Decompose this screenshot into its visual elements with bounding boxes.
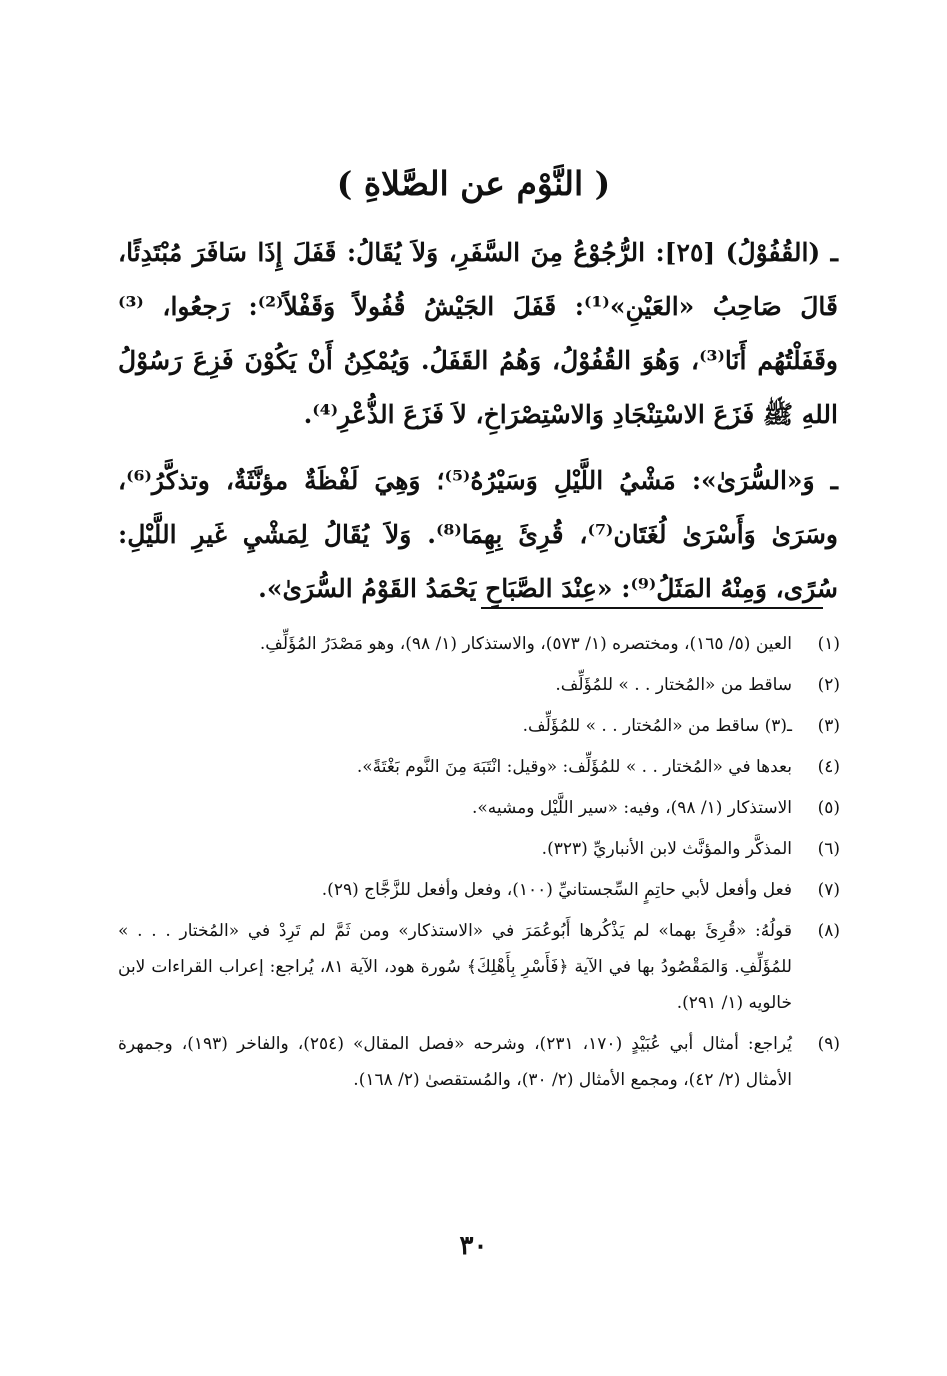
footnote-text: ـ(٣) ساقط من «المُختار . . » للمُؤَلِّف. (522, 716, 792, 736)
page-number: ٣٠ (459, 1231, 488, 1261)
footnote-item (118, 831, 840, 867)
footnote-number: (٥) (817, 798, 840, 818)
footnote-number: (٤) (817, 757, 840, 777)
footnote-number: (٢) (817, 675, 840, 695)
footnotes (118, 626, 840, 1103)
footnote-text: بعدها في «المُختار . . » للمُؤَلِّف: «وقيل: انْتَبَهَ مِنَ النَّوم بَغْتَةً». (356, 757, 792, 777)
footnote-text: العين (٥/ ١٦٥)، ومختصره (١/ ٥٧٣)، والاستذكار (١/ ٩٨)، وهو مَصْدَرُ المُؤَلِّفِ. (259, 634, 792, 654)
footnote-item (118, 626, 840, 662)
main-paragraph: ـ (القُفُوْلُ) [٢٥]: الرُّجُوْعُ مِنَ السَّفَرِ، وَلاَ يُقَالُ: قَفَلَ إِذَا سَافَرَ مُبْتَدِئًا، قَالَ صَاحِبُ «العَيْنِ»⁽¹⁾: قَفَلَ الجَيْشُ قُفُولاً وَقَفْلاً⁽²⁾: رَجعُوا، ⁽³⁾وقَفَلْتُهُم أَنَا⁽³⁾، وَهُوَ القُفُوْلُ، وَهُمُ القَفَلُ. وَيُمْكِنُ أَنْ يَكُوْنَ فَزِعَ رَسُوْلُ اللهِ ﷺ فَزَعَ الاسْتِنْجَادِ وَالاسْتِصْرَاخِ، لاَ فَزَعَ الذُّعْرِ⁽⁴⁾. (118, 238, 838, 429)
footnote-text: قولُهُ: «قُرِئَ بهما» لم يَذْكُرها أَبُوعُمَرَ في «الاستذكار» ومن ثَمَّ لم تَرِدْ في «المُختار . . . » للمُؤَلِّفِ. وَالمَقْصُودُ بها في الآية ﴿فَأَسْرِ بِأَهْلِكَ﴾ سُورة هود، الآية ٨١، يُراجع: إعراب القراءات لابن خالويه (١/ ٢٩١). (118, 921, 792, 1013)
footnote-text: ساقط من «المُختار . . » للمُؤَلِّف. (555, 675, 792, 695)
footnote-item (118, 749, 840, 785)
footnote-item (118, 1026, 840, 1098)
footnote-divider (481, 607, 823, 609)
footnote-text: المذكَّر والمؤنَّث لابن الأنباريِّ (٣٢٣). (541, 839, 792, 859)
footnote-number: (٦) (817, 839, 840, 859)
main-text (118, 226, 838, 616)
footnote-item (118, 790, 840, 826)
footnote-item (118, 708, 840, 744)
footnote-number: (٣) (817, 716, 840, 736)
footnote-number: (٩) (817, 1034, 840, 1054)
footnote-text: الاستذكار (١/ ٩٨)، وفيه: «سير اللَّيْل ومشيه». (471, 798, 792, 818)
footnote-text: يُراجع: أمثال أبي عُبَيْدٍ (١٧٠، ٢٣١)، وشرحه «فصل المقال» (٢٥٤)، والفاخر (١٩٣)، وجمهرة الأمثال (٢/ ٤٢)، ومجمع الأمثال (٢/ ٣٠)، والمُستقصىٰ (٢/ ١٦٨). (118, 1034, 793, 1090)
footnote-number: (١) (817, 634, 840, 654)
chapter-title: ( النَّوْم عن الصَّلاةِ ) (336, 164, 611, 203)
main-paragraph: ـ وَ«السُّرَىٰ»: مَشْيُ اللَّيْلِ وَسَيْرُهُ⁽⁵⁾؛ وَهِيَ لَفْظَةٌ مؤنَّثَةٌ، وتذكَّرُ⁽⁶⁾، وسَرَىٰ وَأَسْرَىٰ لُغَتَان⁽⁷⁾، قُرِئَ بِهِمَا⁽⁸⁾. وَلاَ يُقَالُ لِمَشْيِ غَيرِ اللَّيْلِ: سُرًى، وَمِنْهُ المَثَلُ⁽⁹⁾: «عِنْدَ الصَّبَاحِ يَحْمَدُ القَوْمُ السُّرَىٰ». (118, 466, 838, 603)
footnote-item (118, 872, 840, 908)
footnote-item (118, 667, 840, 703)
footnote-item (118, 913, 840, 1021)
footnote-number: (٨) (817, 921, 840, 941)
footnote-number: (٧) (817, 880, 840, 900)
footnote-text: فعل وأفعل لأبي حاتِمٍ السِّجستانيِّ (١٠٠)، وفعل وأفعل للزَّجَّاج (٢٩). (321, 880, 792, 900)
